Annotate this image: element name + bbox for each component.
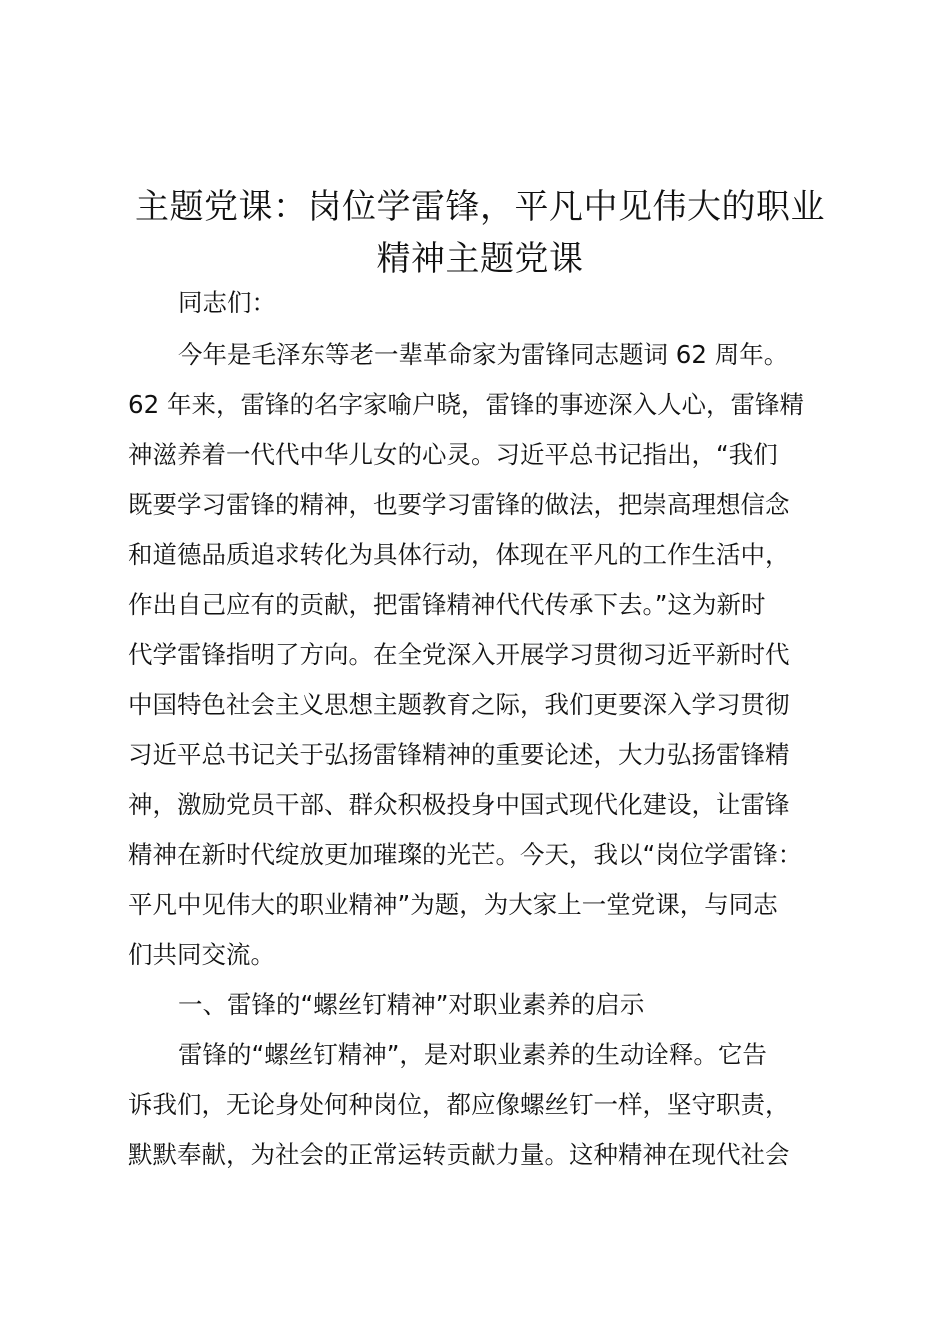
paragraph-1-line: 习近平总书记关于弘扬雷锋精神的重要论述，大力弘扬雷锋精 xyxy=(128,740,790,769)
section-heading-1: 一、雷锋的“螺丝钉精神”对职业素养的启示 xyxy=(178,990,645,1019)
paragraph-1-line: 神滋养着一代代中华儿女的心灵。习近平总书记指出，“我们 xyxy=(128,440,778,469)
salutation: 同志们： xyxy=(178,288,276,317)
document-title-line-2: 精神主题党课 xyxy=(376,239,584,279)
paragraph-1-line: 和道德品质追求转化为具体行动，体现在平凡的工作生活中， xyxy=(128,540,790,569)
document-title-line-1: 主题党课：岗位学雷锋，平凡中见伟大的职业 xyxy=(135,187,825,227)
paragraph-2-line: 默默奉献，为社会的正常运转贡献力量。这种精神在现代社会 xyxy=(128,1140,790,1169)
paragraph-1-line: 中国特色社会主义思想主题教育之际，我们更要深入学习贯彻 xyxy=(128,690,790,719)
paragraph-2-line: 诉我们，无论身处何种岗位，都应像螺丝钉一样，坚守职责， xyxy=(128,1090,790,1119)
paragraph-1-line: 今年是毛泽东等老一辈革命家为雷锋同志题词 62 周年。 xyxy=(178,340,789,369)
paragraph-1-line: 62 年来，雷锋的名字家喻户晓，雷锋的事迹深入人心，雷锋精 xyxy=(128,390,804,419)
paragraph-1-line: 们共同交流。 xyxy=(128,940,275,969)
paragraph-1-line: 神，激励党员干部、群众积极投身中国式现代化建设，让雷锋 xyxy=(128,790,790,819)
paragraph-1-line: 平凡中见伟大的职业精神”为题，为大家上一堂党课，与同志 xyxy=(128,890,778,919)
paragraph-1-line: 代学雷锋指明了方向。在全党深入开展学习贯彻习近平新时代 xyxy=(128,640,790,669)
paragraph-1-line: 精神在新时代绽放更加璀璨的光芒。今天，我以“岗位学雷锋： xyxy=(128,840,803,869)
paragraph-1-line: 既要学习雷锋的精神，也要学习雷锋的做法，把崇高理想信念 xyxy=(128,490,790,519)
paragraph-1-line: 作出自己应有的贡献，把雷锋精神代代传承下去。”这为新时 xyxy=(128,590,766,619)
paragraph-2-line: 雷锋的“螺丝钉精神”，是对职业素养的生动诠释。它告 xyxy=(178,1040,767,1069)
